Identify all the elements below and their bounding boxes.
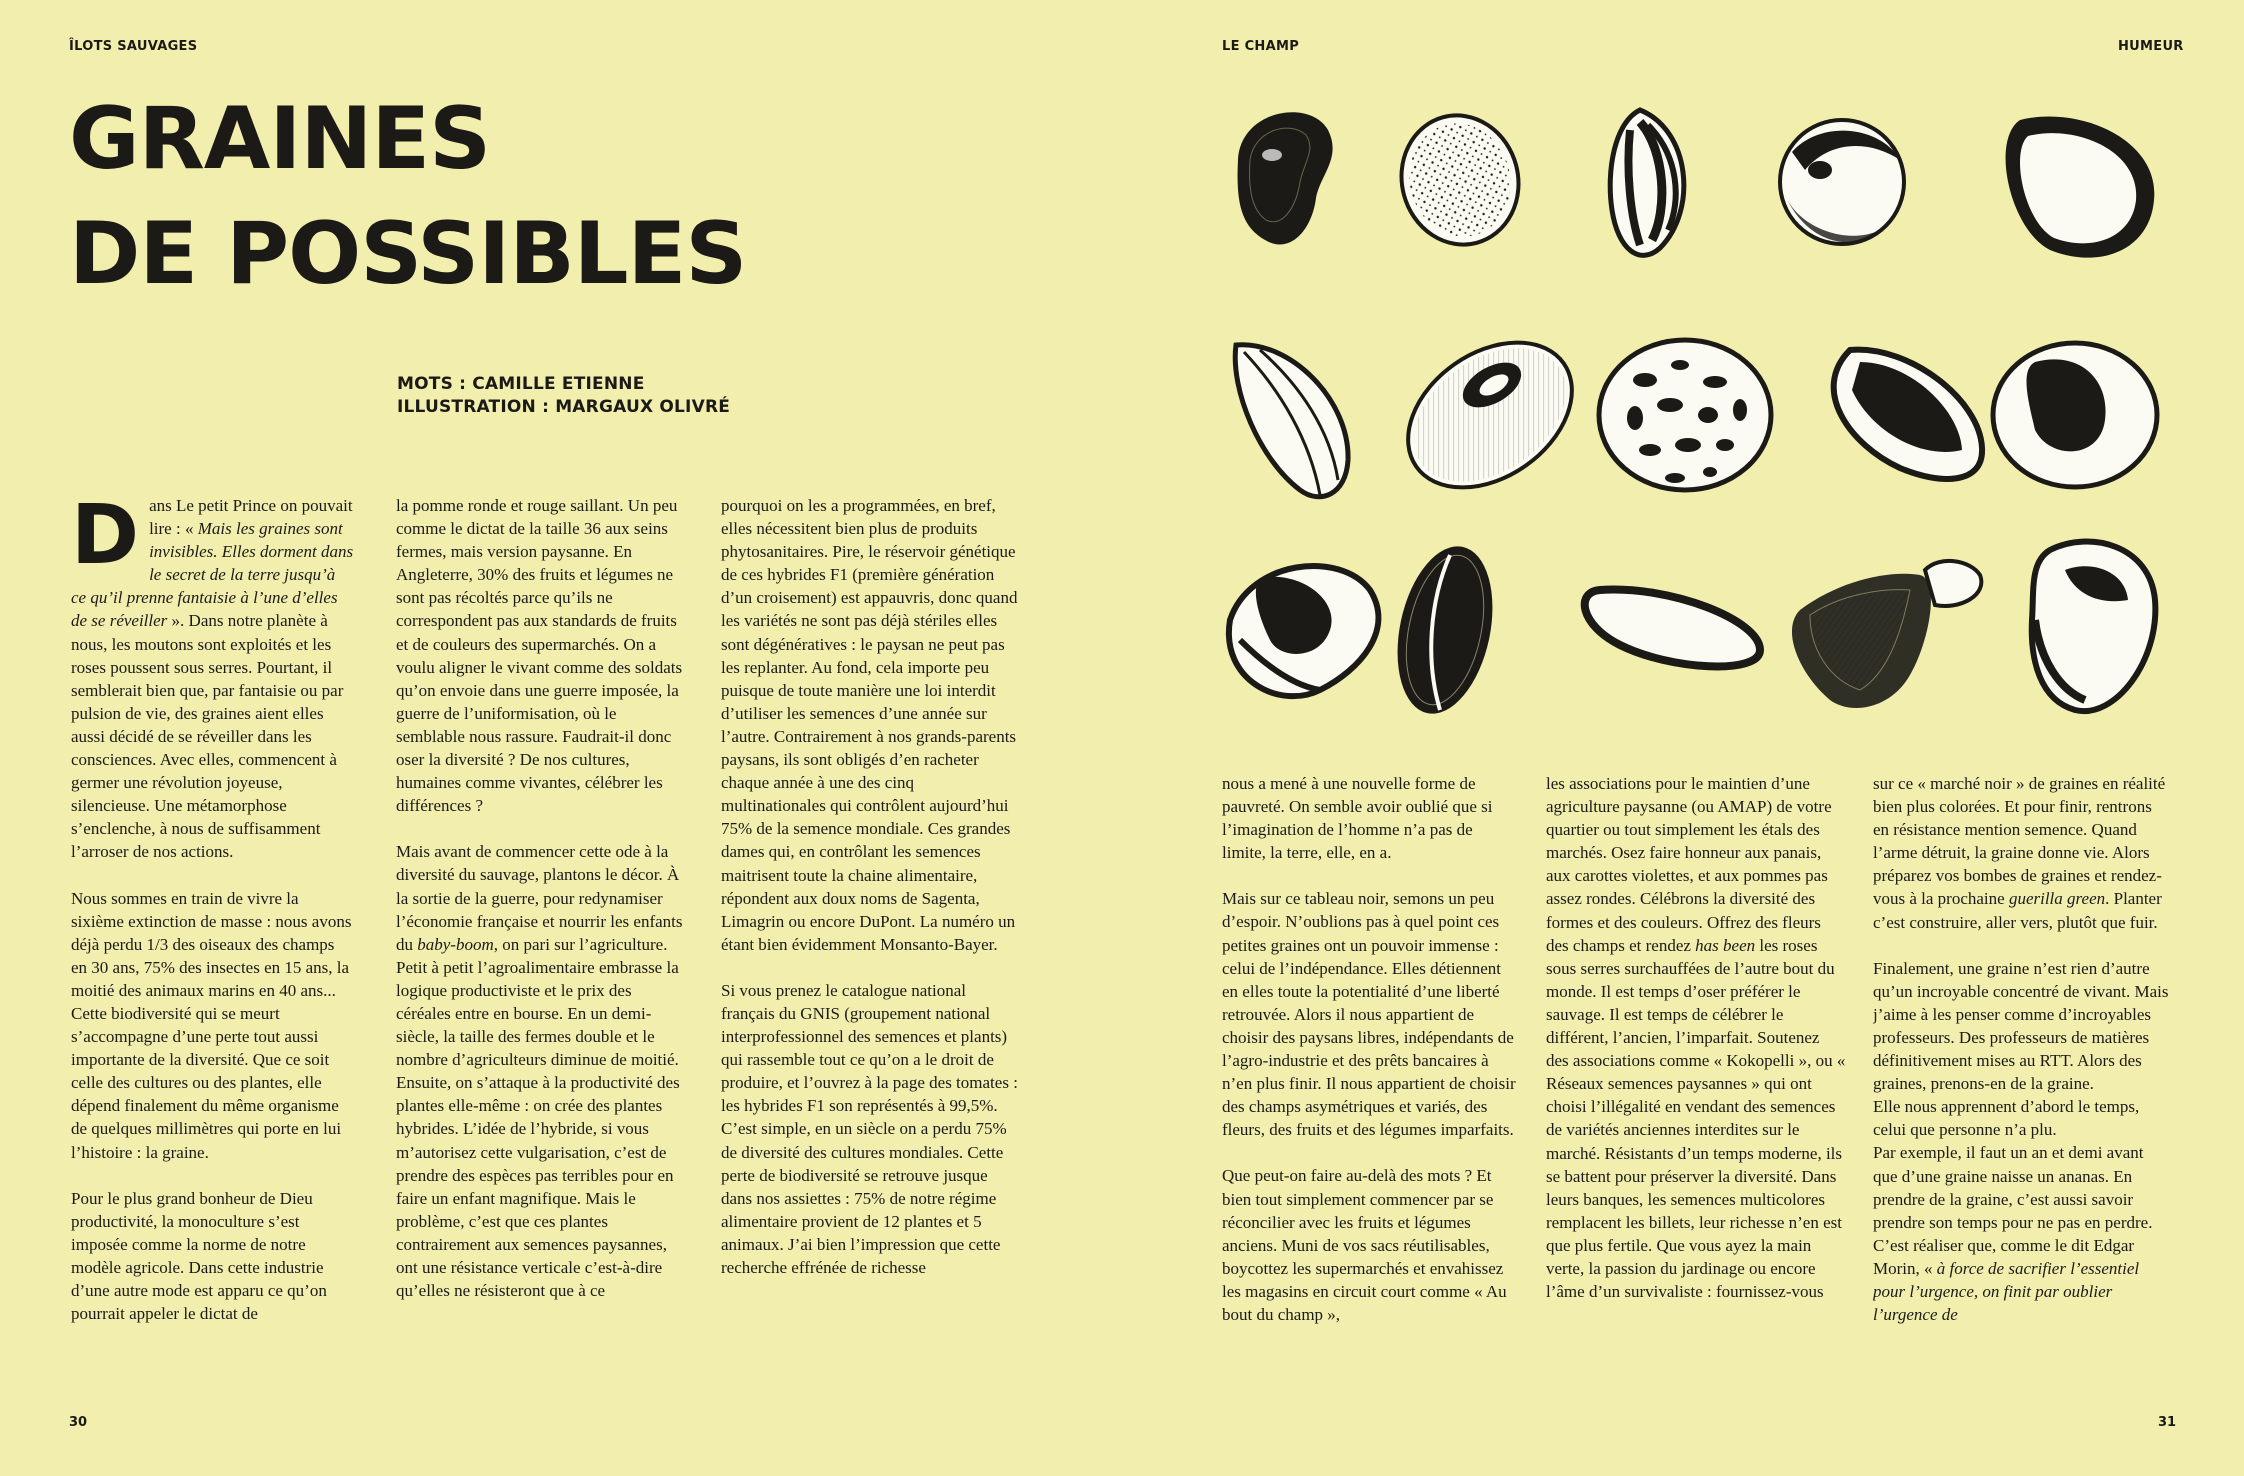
pumpkin-seed-icon — [2006, 117, 2155, 258]
paragraph: Pour le plus grand bonheur de Dieu productivité, la monoculture s’est imposée comme la norme de notre modèle agricole. Dans cette industrie d’une autre mode est apparu ce qu’on pourrait appeler le dictat de — [71, 1188, 327, 1324]
large-bean-icon — [2032, 542, 2156, 712]
illustrator-credit: ILLUSTRATION : MARGAUX OLIVRÉ — [397, 397, 731, 417]
drop-cap: D — [71, 494, 140, 583]
article-column-6 — [1873, 772, 2171, 1384]
spotted-round-seed-icon — [1993, 343, 2157, 487]
paragraph: nous a mené à une nouvelle forme de pauvreté. On semble avoir oublié que si l’imagination de l’homme n’a pas de limite, la terre, elle, en a. — [1222, 774, 1493, 863]
title-line-1: GRAINES — [69, 89, 491, 189]
paragraph: Mais avant de commencer cette ode à la diversité du sauvage, plantons le décor. À la sortie de la guerre, pour redynamiser l’économie française et nourrir les enfants du baby-boom, on pari sur l’agriculture. Petit à petit l’agroalimentaire embrasse la logique productiviste et le prix des céréales entre en bourse. En un demi-siècle, la taille des fermes double et le nombre d’agriculteurs diminue de moitié. Ensuite, on s’attaque à la productivité des plantes elle-même : on crée des plantes hybrides. L’idée de l’hybride, si vous m’autorisez cette vulgarisation, c’est de prendre des espèces pas terribles pour en faire un enfant magnifique. Mais le problème, c’est que ces plantes contrairement aux semences paysannes, ont une résistance verticale c’est-à-dire qu’elles ne résisteront que à ce — [396, 842, 683, 1301]
article-column-4 — [1222, 772, 1517, 1384]
rice-seed-icon — [1585, 590, 1760, 667]
article-column-1 — [71, 494, 354, 1384]
bean-seed-icon — [1238, 112, 1333, 244]
article-title — [69, 82, 746, 312]
page-number-right: 31 — [2158, 1415, 2177, 1430]
author-credit: MOTS : CAMILLE ETIENNE — [397, 374, 645, 394]
paragraph: les associations pour le maintien d’une agriculture paysanne (ou AMAP) de votre quartier ou tout simplement les étals des marchés. Osez faire honneur aux panais, aux carottes violettes, et aux pommes pas assez rondes. Célébrons la diversité des formes et des couleurs. Offrez des fleurs des champs et rendez has been les roses sous serres surchauffées de l’autre bout du monde. Il est temps d’oser préférer le sauvage. Il est temps de célébrer le différent, l’ancien, l’imparfait. Soutenez des associations comme « Kokopelli », ou « Réseaux semences paysannes » qui ont choisi l’illégalité en vendant des semences de variétés anciennes interdites sur le marché. Résistants d’un temps moderne, ils se battent pour préserver la diversité. Dans leurs banques, les semences multicolores remplacent les billets, leur richesse n’en est que plus fertile. Que vous ayez la main verte, la passion du jardinage ou encore l’âme d’un survivaliste : fournissez-vous — [1546, 774, 1846, 1302]
paragraph: sur ce « marché noir » de graines en réalité bien plus colorées. Et pour finir, rentrons en résistance mention semence. Quand l’arme détruit, la graine donne vie. Alors préparez vos bombes de graines et rendez-vous à la prochaine guerilla green. Planter c’est construire, aller vers, plutôt que fuir. — [1873, 774, 2166, 932]
paragraph: pourquoi on les a programmées, en bref, elles nécessitent bien plus de produits phytosanitaires. Pire, le réservoir génétique de ces hybrides F1 (première génération d’un croisement) est appauvris, donc quand les variétés ne sont pas déjà stériles elles sont dégénératives : le paysan ne peut pas les replanter. Au fond, cela importe peu puisque de toute manière une loi interdit d’utiliser les semences d’une année sur l’autre. Contrairement à nos grands-parents paysans, ils sont obligés d’en racheter chaque année à une des cinq multinationales qui contrôlent aujourd’hui 75% de la semence mondiale. Ces grandes dames qui, en contrôlant les semences maitrisent toute la chaine alimentaire, répondent aux doux noms de Sagenta, Limagrin ou encore DuPont. La numéro un étant bien évidemment Monsanto-Bayer. — [721, 496, 1018, 954]
dark-oval-seed-icon — [1834, 350, 1982, 479]
article-column-5 — [1546, 772, 1846, 1384]
leopard-seed-icon — [1599, 340, 1771, 490]
paragraph: Que peut-on faire au-delà des mots ? Et bien tout simplement commencer par se réconcilier avec les fruits et légumes anciens. Muni de vos sacs réutilisables, boycottez les supermarchés et envahissez les magasins en circuit court comme « Au bout du champ », — [1222, 1166, 1507, 1324]
article-column-2 — [396, 494, 689, 1384]
speckled-seed-icon — [1387, 102, 1533, 258]
section-label-center: LE CHAMP — [1222, 39, 1300, 54]
split-oval-seed-icon — [1383, 538, 1506, 723]
bagel-seed-icon — [1381, 313, 1600, 518]
title-line-2: DE POSSIBLES — [69, 204, 747, 304]
paragraph: Si vous prenez le catalogue national français du GNIS (groupement national interprofessionnel des semences et plants) qui rassemble tout ce qu’on a le droit de produire, et l’ouvrez à la page des tomates : les hybrides F1 son représentés à 99,5%. C’est simple, en un siècle on a perdu 75% de diversité des cultures mondiales. Cette perte de biodiversité se retrouve jusque dans nos assiettes : 75% de notre régime alimentaire provient de 12 plantes et 5 animaux. J’ai bien l’impression que cette recherche effrénée de richesse — [721, 980, 1018, 1277]
section-label-left: ÎLOTS SAUVAGES — [69, 39, 198, 54]
paragraph: la pomme ronde et rouge saillant. Un peu comme le dictat de la taille 36 aux seins fermes, mais version paysanne. En Angleterre, 30% des fruits et légumes ne sont pas récoltés parce qu’ils ne correspondent pas aux standards de fruits et de couleurs des supermarchés. On a voulu aligner le vivant comme des soldats qu’on envoie dans une guerre imposée, la guerre de l’uniformisation, où le semblable nous rassure. Faudrait-il donc oser la diversité ? De nos cultures, humaines comme vivantes, célébrer les différences ? — [396, 496, 683, 816]
round-seed-icon — [1780, 120, 1904, 244]
sunflower-seed-icon — [1610, 110, 1684, 255]
page-number-left: 30 — [69, 1415, 88, 1430]
paragraph: ans Le petit Prince on pouvait lire : « Mais les graines sont invisibles. Elles dorment dans le secret de la terre jusqu’à ce qu’il prenne fantaisie à l’une d’elles de se réveiller ». Dans notre planète à nous, les moutons sont exploités et les roses poussent sous serres. Pourtant, il semblerait bien que, par fantaisie ou par pulsion de vie, des graines aient elles aussi décidé de se réveiller dans les consciences. Avec elles, commencent à germer une révolution joyeuse, silencieuse. Une métamorphose s’enclenche, à nous de suffisamment l’arroser de nos actions. — [71, 496, 354, 862]
seed-illustration — [1220, 100, 2180, 730]
paragraph: Mais sur ce tableau noir, semons un peu d’espoir. N’oublions pas à quel point ces petites graines ont un pouvoir immense : celui de l’indépendance. Elles détiennent en elles toute la potentialité d’une liberté retrouvée. Alors il nous appartient de choisir des paysans libres, indépendants de l’agro-industrie et des prêts bancaires à n’en plus finir. Il nous appartient de choisir des champs asymétriques et variés, des fleurs, des fruits et des légumes imparfaits. — [1222, 889, 1516, 1140]
section-label-right: HUMEUR — [2118, 39, 2184, 54]
split-bean-icon — [1229, 566, 1379, 696]
striped-seed-icon — [1235, 345, 1348, 497]
byline — [397, 373, 730, 419]
seed-pod-icon — [1792, 561, 1981, 708]
paragraph: Nous sommes en train de vivre la sixième extinction de masse : nous avons déjà perdu 1/3 des oiseaux des champs en 30 ans, 75% des insectes en 15 ans, la moitié des animaux marins en 40 ans... Cette biodiversité qui se meurt s’accompagne d’une perte tout aussi importante de la diversité. Que ce soit celle des cultures ou des plantes, elle dépend finalement du même organisme de quelques millimètres qui porte en lui l’histoire : la graine. — [71, 888, 352, 1162]
article-column-3 — [721, 494, 1021, 1384]
paragraph: Finalement, une graine n’est rien d’autre qu’un incroyable concentré de vivant. Mais j’aime à les penser comme d’incroyables professeurs. Des professeurs de matières définitivement mises au RTT. Alors des graines, prenons-en de la graine. Elle nous apprennent d’abord le temps, celui que personne n’a plu. Par exemple, il faut un an et demi avant que d’une graine naisse un ananas. En prendre de la graine, c’est aussi savoir prendre son temps pour ne pas en perdre. C’est réaliser que, comme le dit Edgar Morin, « à force de sacrifier l’essentiel pour l’urgence, on finit par oublier l’urgence de — [1873, 958, 2169, 1325]
